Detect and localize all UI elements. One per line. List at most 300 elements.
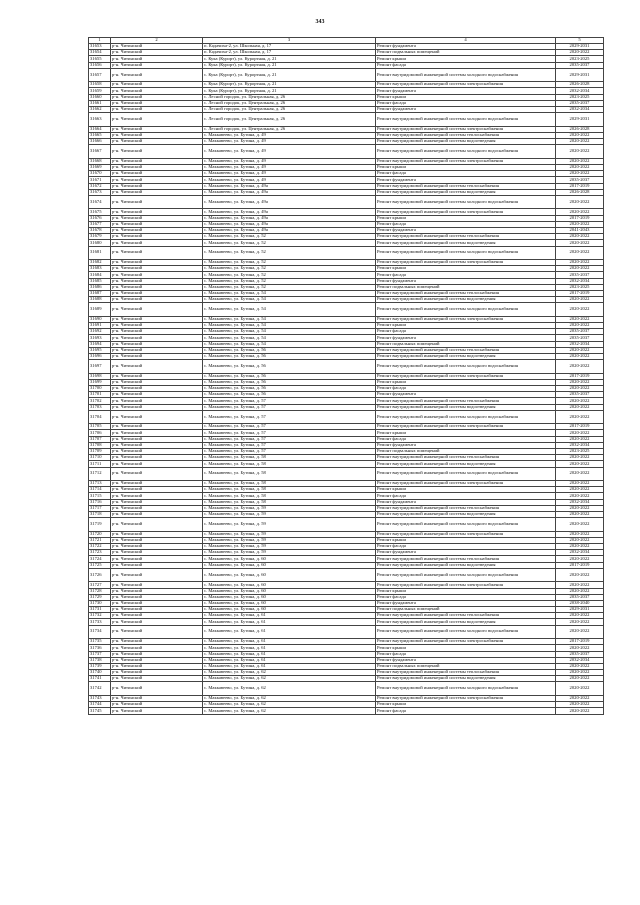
address-cell: с. Маккавеево, ул. Бутина, д. 61: [203, 619, 376, 625]
work-type-cell: Ремонт крыши: [376, 487, 556, 493]
period-cell: 2020-2022: [556, 234, 604, 240]
work-type-cell: Ремонт фасада: [376, 544, 556, 550]
row-number-cell: 31742: [89, 682, 111, 696]
district-cell: р-н. Читинский: [111, 562, 203, 568]
row-number-cell: 31740: [89, 670, 111, 676]
row-number-cell: 31716: [89, 499, 111, 505]
work-type-cell: Ремонт фундамента: [376, 442, 556, 448]
row-number-cell: 31672: [89, 183, 111, 189]
district-cell: р-н. Читинский: [111, 594, 203, 600]
row-number-cell: 31698: [89, 373, 111, 379]
work-type-cell: Ремонт фундамента: [376, 392, 556, 398]
work-type-cell: Ремонт внутридомовой инженерной системы электроснабжения: [376, 158, 556, 164]
address-cell: с. Лесной городок, ул. Центральная, д. 26: [203, 94, 376, 100]
district-cell: р-н. Читинский: [111, 284, 203, 290]
work-type-cell: Ремонт фасада: [376, 594, 556, 600]
address-cell: с. Маккавеево, ул. Бутина, д. 57: [203, 430, 376, 436]
row-number-cell: 31737: [89, 651, 111, 657]
row-number-cell: 31674: [89, 195, 111, 209]
period-cell: 2032-2034: [556, 341, 604, 347]
row-number-cell: 31681: [89, 246, 111, 260]
address-cell: с. Маккавеево, ул. Бутина, д. 60: [203, 562, 376, 568]
row-number-cell: 31689: [89, 303, 111, 317]
district-cell: р-н. Читинский: [111, 195, 203, 209]
address-cell: с. Маккавеево, ул. Бутина, д. 60: [203, 582, 376, 588]
row-number-cell: 31738: [89, 657, 111, 663]
work-type-cell: Ремонт фундамента: [376, 88, 556, 94]
work-type-cell: Ремонт внутридомовой инженерной системы электроснабжения: [376, 639, 556, 645]
address-cell: с. Маккавеево, ул. Бутина, д. 57: [203, 442, 376, 448]
district-cell: р-н. Читинский: [111, 347, 203, 353]
period-cell: 2020-2022: [556, 221, 604, 227]
period-cell: 2020-2022: [556, 645, 604, 651]
address-cell: с. Маккавеево, ул. Бутина, д. 62: [203, 682, 376, 696]
row-number-cell: 31686: [89, 284, 111, 290]
district-cell: р-н. Читинский: [111, 582, 203, 588]
work-type-cell: Ремонт внутридомовой инженерной системы электроснабжения: [376, 424, 556, 430]
column-header: 2: [111, 38, 203, 44]
period-cell: 2020-2022: [556, 518, 604, 532]
work-type-cell: Ремонт фасада: [376, 708, 556, 714]
period-cell: 2020-2022: [556, 323, 604, 329]
row-number-cell: 31741: [89, 676, 111, 682]
work-type-cell: Ремонт фасада: [376, 221, 556, 227]
address-cell: с. Маккавеево, ул. Бутина, д. 49а: [203, 227, 376, 233]
district-cell: р-н. Читинский: [111, 531, 203, 537]
row-number-cell: 31704: [89, 410, 111, 424]
row-number-cell: 31744: [89, 702, 111, 708]
table-row: [89, 360, 604, 374]
address-cell: с. Маккавеево, ул. Бутина, д. 49а: [203, 209, 376, 215]
row-number-cell: 31728: [89, 588, 111, 594]
work-type-cell: Ремонт внутридомовой инженерной системы теплоснабжения: [376, 556, 556, 562]
district-cell: р-н. Читинский: [111, 695, 203, 701]
address-cell: с. Маккавеево, ул. Бутина, д. 49: [203, 132, 376, 138]
district-cell: р-н. Читинский: [111, 227, 203, 233]
work-type-cell: Ремонт крыши: [376, 588, 556, 594]
row-number-cell: 31705: [89, 424, 111, 430]
period-cell: 2020-2022: [556, 512, 604, 518]
period-cell: 2020-2022: [556, 303, 604, 317]
row-number-cell: 31724: [89, 556, 111, 562]
period-cell: 2020-2022: [556, 209, 604, 215]
work-type-cell: Ремонт внутридомовой инженерной системы водоотведения: [376, 512, 556, 518]
district-cell: р-н. Читинский: [111, 544, 203, 550]
work-type-cell: Ремонт внутридомовой инженерной системы холодного водоснабжения: [376, 303, 556, 317]
address-cell: с. Лесной городок, ул. Центральная, д. 26: [203, 107, 376, 113]
period-cell: 2017-2019: [556, 424, 604, 430]
district-cell: р-н. Читинский: [111, 455, 203, 461]
row-number-cell: 31664: [89, 126, 111, 132]
row-number-cell: 31679: [89, 234, 111, 240]
row-number-cell: 31703: [89, 404, 111, 410]
row-number-cell: 31701: [89, 392, 111, 398]
row-number-cell: 31654: [89, 50, 111, 56]
period-cell: 2032-2034: [556, 499, 604, 505]
district-cell: р-н. Читинский: [111, 410, 203, 424]
period-cell: 2035-2037: [556, 651, 604, 657]
address-cell: с. Маккавеево, ул. Бутина, д. 56: [203, 392, 376, 398]
period-cell: 2020-2022: [556, 353, 604, 359]
work-type-cell: Ремонт внутридомовой инженерной системы водоотведения: [376, 404, 556, 410]
period-cell: 2020-2022: [556, 619, 604, 625]
district-cell: р-н. Читинский: [111, 335, 203, 341]
district-cell: р-н. Читинский: [111, 107, 203, 113]
address-cell: с. Маккавеево, ул. Бутина, д. 61: [203, 613, 376, 619]
address-cell: с. Маккавеево, ул. Бутина, д. 52: [203, 278, 376, 284]
period-cell: 2035-2037: [556, 62, 604, 68]
period-cell: 2029-2031: [556, 113, 604, 127]
address-cell: с. Маккавеево, ул. Бутина, д. 56: [203, 360, 376, 374]
district-cell: р-н. Читинский: [111, 436, 203, 442]
district-cell: р-н. Читинский: [111, 442, 203, 448]
address-cell: с. Маккавеево, ул. Бутина, д. 54: [203, 341, 376, 347]
address-cell: с. Маккавеево, ул. Бутина, д. 52: [203, 284, 376, 290]
address-cell: с. Маккавеево, ул. Бутина, д. 57: [203, 410, 376, 424]
address-cell: с. Маккавеево, ул. Бутина, д. 59: [203, 550, 376, 556]
work-type-cell: Ремонт фундамента: [376, 550, 556, 556]
work-type-cell: Ремонт подвальных помещений: [376, 449, 556, 455]
row-number-cell: 31659: [89, 88, 111, 94]
address-cell: с. Лесной городок, ул. Центральная, д. 26: [203, 100, 376, 106]
work-type-cell: Ремонт внутридомовой инженерной системы электроснабжения: [376, 695, 556, 701]
address-cell: с. Маккавеево, ул. Бутина, д. 56: [203, 347, 376, 353]
work-type-cell: Ремонт фасада: [376, 100, 556, 106]
work-type-cell: Ремонт крыши: [376, 430, 556, 436]
row-number-cell: 31676: [89, 215, 111, 221]
address-cell: п. Кадачиха-2, ул. Школьная, д. 17: [203, 50, 376, 56]
row-number-cell: 31743: [89, 695, 111, 701]
period-cell: 2026-2028: [556, 189, 604, 195]
row-number-cell: 31680: [89, 240, 111, 246]
district-cell: р-н. Читинский: [111, 512, 203, 518]
district-cell: р-н. Читинский: [111, 234, 203, 240]
period-cell: 2023-2025: [556, 94, 604, 100]
district-cell: р-н. Читинский: [111, 56, 203, 62]
row-number-cell: 31699: [89, 379, 111, 385]
address-cell: с. Маккавеево, ул. Бутина, д. 54: [203, 316, 376, 322]
address-cell: с. Маккавеево, ул. Бутина, д. 58: [203, 499, 376, 505]
period-cell: 2035-2037: [556, 594, 604, 600]
row-number-cell: 31684: [89, 272, 111, 278]
address-cell: с. Лесной городок, ул. Центральная, д. 26: [203, 126, 376, 132]
district-cell: р-н. Читинский: [111, 68, 203, 82]
district-cell: р-н. Читинский: [111, 209, 203, 215]
district-cell: р-н. Читинский: [111, 353, 203, 359]
period-cell: 2020-2022: [556, 493, 604, 499]
period-cell: 2020-2022: [556, 316, 604, 322]
address-cell: с. Маккавеево, ул. Бутина, д. 59: [203, 505, 376, 511]
address-cell: с. Маккавеево, ул. Бутина, д. 52: [203, 272, 376, 278]
row-number-cell: 31670: [89, 171, 111, 177]
address-cell: с. Маккавеево, ул. Бутина, д. 49: [203, 139, 376, 145]
row-number-cell: 31692: [89, 329, 111, 335]
district-cell: р-н. Читинский: [111, 670, 203, 676]
work-type-cell: Ремонт внутридомовой инженерной системы водоотведения: [376, 139, 556, 145]
district-cell: р-н. Читинский: [111, 461, 203, 467]
period-cell: 2020-2022: [556, 588, 604, 594]
address-cell: с. Маккавеево, ул. Бутина, д. 49а: [203, 189, 376, 195]
table-row: [89, 682, 604, 696]
address-cell: с. Маккавеево, ул. Бутина, д. 54: [203, 323, 376, 329]
address-cell: с. Маккавеево, ул. Бутина, д. 54: [203, 303, 376, 317]
table-row: [89, 518, 604, 532]
work-type-cell: Ремонт внутридомовой инженерной системы холодного водоснабжения: [376, 625, 556, 639]
period-cell: 2038-2040: [556, 600, 604, 606]
row-number-cell: 31683: [89, 266, 111, 272]
work-type-cell: Ремонт крыши: [376, 379, 556, 385]
district-cell: р-н. Читинский: [111, 663, 203, 669]
work-type-cell: Ремонт внутридомовой инженерной системы водоотведения: [376, 676, 556, 682]
period-cell: 2020-2022: [556, 436, 604, 442]
row-number-cell: 31734: [89, 625, 111, 639]
work-type-cell: Ремонт внутридомовой инженерной системы электроснабжения: [376, 126, 556, 132]
work-type-cell: Ремонт фундамента: [376, 107, 556, 113]
row-number-cell: 31668: [89, 158, 111, 164]
column-header: 3: [203, 38, 376, 44]
work-type-cell: Ремонт внутридомовой инженерной системы теплоснабжения: [376, 455, 556, 461]
district-cell: р-н. Читинский: [111, 246, 203, 260]
work-type-cell: Ремонт подвальных помещений: [376, 50, 556, 56]
district-cell: р-н. Читинский: [111, 651, 203, 657]
work-type-cell: Ремонт внутридомовой инженерной системы холодного водоснабжения: [376, 518, 556, 532]
work-type-cell: Ремонт внутридомовой инженерной системы холодного водоснабжения: [376, 195, 556, 209]
row-number-cell: 31671: [89, 177, 111, 183]
work-type-cell: Ремонт фасада: [376, 436, 556, 442]
row-number-cell: 31690: [89, 316, 111, 322]
row-number-cell: 31709: [89, 449, 111, 455]
district-cell: р-н. Читинский: [111, 177, 203, 183]
period-cell: 2023-2025: [556, 284, 604, 290]
row-number-cell: 31693: [89, 335, 111, 341]
address-cell: с. Маккавеево, ул. Бутина, д. 56: [203, 353, 376, 359]
period-cell: 2023-2025: [556, 56, 604, 62]
work-type-cell: Ремонт внутридомовой инженерной системы теплоснабжения: [376, 183, 556, 189]
row-number-cell: 31727: [89, 582, 111, 588]
work-type-cell: Ремонт фундамента: [376, 177, 556, 183]
address-cell: с. Кука (Курорт), ул. Курортная, д. 21: [203, 62, 376, 68]
work-type-cell: Ремонт крыши: [376, 94, 556, 100]
period-cell: 2020-2022: [556, 695, 604, 701]
row-number-cell: 31721: [89, 537, 111, 543]
period-cell: 2020-2022: [556, 487, 604, 493]
address-cell: с. Маккавеево, ул. Бутина, д. 57: [203, 436, 376, 442]
work-type-cell: Ремонт внутридомовой инженерной системы водоотведения: [376, 461, 556, 467]
address-cell: с. Маккавеево, ул. Бутина, д. 54: [203, 290, 376, 296]
district-cell: р-н. Читинский: [111, 430, 203, 436]
column-header: 1: [89, 38, 111, 44]
district-cell: р-н. Читинский: [111, 398, 203, 404]
work-type-cell: Ремонт внутридомовой инженерной системы холодного водоснабжения: [376, 682, 556, 696]
row-number-cell: 31739: [89, 663, 111, 669]
district-cell: р-н. Читинский: [111, 316, 203, 322]
address-cell: с. Маккавеево, ул. Бутина, д. 60: [203, 556, 376, 562]
row-number-cell: 31658: [89, 82, 111, 88]
row-number-cell: 31720: [89, 531, 111, 537]
district-cell: р-н. Читинский: [111, 487, 203, 493]
row-number-cell: 31714: [89, 487, 111, 493]
work-type-cell: Ремонт внутридомовой инженерной системы электроснабжения: [376, 373, 556, 379]
row-number-cell: 31729: [89, 594, 111, 600]
address-cell: с. Маккавеево, ул. Бутина, д. 58: [203, 493, 376, 499]
table-row: [89, 467, 604, 481]
row-number-cell: 31723: [89, 550, 111, 556]
work-type-cell: Ремонт внутридомовой инженерной системы электроснабжения: [376, 582, 556, 588]
row-number-cell: 31715: [89, 493, 111, 499]
district-cell: р-н. Читинский: [111, 600, 203, 606]
address-cell: с. Маккавеево, ул. Бутина, д. 49а: [203, 221, 376, 227]
work-type-cell: Ремонт крыши: [376, 323, 556, 329]
address-cell: с. Маккавеево, ул. Бутина, д. 61: [203, 657, 376, 663]
district-cell: р-н. Читинский: [111, 404, 203, 410]
district-cell: р-н. Читинский: [111, 588, 203, 594]
address-cell: с. Маккавеево, ул. Бутина, д. 54: [203, 297, 376, 303]
address-cell: с. Маккавеево, ул. Бутина, д. 58: [203, 455, 376, 461]
period-cell: 2020-2022: [556, 164, 604, 170]
row-number-cell: 31696: [89, 353, 111, 359]
district-cell: р-н. Читинский: [111, 467, 203, 481]
work-type-cell: Ремонт внутридомовой инженерной системы холодного водоснабжения: [376, 246, 556, 260]
row-number-cell: 31665: [89, 132, 111, 138]
work-type-cell: Ремонт внутридомовой инженерной системы электроснабжения: [376, 260, 556, 266]
district-cell: р-н. Читинский: [111, 556, 203, 562]
row-number-cell: 31666: [89, 139, 111, 145]
address-cell: с. Маккавеево, ул. Бутина, д. 49: [203, 171, 376, 177]
work-type-cell: Ремонт фасада: [376, 272, 556, 278]
address-cell: с. Маккавеево, ул. Бутина, д. 57: [203, 424, 376, 430]
address-cell: с. Маккавеево, ул. Бутина, д. 49: [203, 164, 376, 170]
district-cell: р-н. Читинский: [111, 329, 203, 335]
address-cell: с. Маккавеево, ул. Бутина, д. 58: [203, 467, 376, 481]
work-type-cell: Ремонт подвальных помещений: [376, 341, 556, 347]
work-type-cell: Ремонт фасада: [376, 62, 556, 68]
district-cell: р-н. Читинский: [111, 100, 203, 106]
district-cell: р-н. Читинский: [111, 702, 203, 708]
district-cell: р-н. Читинский: [111, 625, 203, 639]
period-cell: 2020-2022: [556, 481, 604, 487]
district-cell: р-н. Читинский: [111, 113, 203, 127]
address-cell: с. Маккавеево, ул. Бутина, д. 59: [203, 544, 376, 550]
address-cell: с. Маккавеево, ул. Бутина, д. 49: [203, 158, 376, 164]
district-cell: р-н. Читинский: [111, 373, 203, 379]
period-cell: 2017-2019: [556, 373, 604, 379]
period-cell: 2020-2022: [556, 246, 604, 260]
period-cell: 2020-2022: [556, 132, 604, 138]
row-number-cell: 31685: [89, 278, 111, 284]
district-cell: р-н. Читинский: [111, 682, 203, 696]
work-type-cell: Ремонт фундамента: [376, 227, 556, 233]
table-row: [89, 145, 604, 159]
period-cell: 2020-2022: [556, 461, 604, 467]
address-cell: с. Маккавеево, ул. Бутина, д. 60: [203, 607, 376, 613]
row-number-cell: 31661: [89, 100, 111, 106]
work-type-cell: Ремонт внутридомовой инженерной системы теплоснабжения: [376, 234, 556, 240]
row-number-cell: 31688: [89, 297, 111, 303]
row-number-cell: 31669: [89, 164, 111, 170]
address-cell: с. Кука (Курорт), ул. Курортная, д. 21: [203, 68, 376, 82]
work-type-cell: Ремонт внутридомовой инженерной системы холодного водоснабжения: [376, 68, 556, 82]
row-number-cell: 31662: [89, 107, 111, 113]
period-cell: 2020-2022: [556, 139, 604, 145]
table-row: [89, 113, 604, 127]
row-number-cell: 31677: [89, 221, 111, 227]
row-number-cell: 31697: [89, 360, 111, 374]
period-cell: 2020-2022: [556, 544, 604, 550]
row-number-cell: 31726: [89, 568, 111, 582]
period-cell: 2020-2022: [556, 260, 604, 266]
address-cell: с. Маккавеево, ул. Бутина, д. 52: [203, 246, 376, 260]
period-cell: 2020-2022: [556, 404, 604, 410]
district-cell: р-н. Читинский: [111, 221, 203, 227]
row-number-cell: 31656: [89, 62, 111, 68]
address-cell: с. Маккавеево, ул. Бутина, д. 60: [203, 568, 376, 582]
district-cell: р-н. Читинский: [111, 386, 203, 392]
period-cell: 2020-2022: [556, 266, 604, 272]
address-cell: с. Маккавеево, ул. Бутина, д. 58: [203, 481, 376, 487]
period-cell: 2026-2028: [556, 82, 604, 88]
address-cell: с. Маккавеево, ул. Бутина, д. 49: [203, 145, 376, 159]
work-type-cell: Ремонт внутридомовой инженерной системы холодного водоснабжения: [376, 568, 556, 582]
address-cell: с. Маккавеево, ул. Бутина, д. 62: [203, 708, 376, 714]
work-type-cell: Ремонт внутридомовой инженерной системы электроснабжения: [376, 82, 556, 88]
row-number-cell: 31673: [89, 189, 111, 195]
address-cell: с. Маккавеево, ул. Бутина, д. 49: [203, 177, 376, 183]
row-number-cell: 31687: [89, 290, 111, 296]
row-number-cell: 31675: [89, 209, 111, 215]
address-cell: с. Маккавеево, ул. Бутина, д. 60: [203, 594, 376, 600]
period-cell: 2032-2034: [556, 657, 604, 663]
row-number-cell: 31667: [89, 145, 111, 159]
district-cell: р-н. Читинский: [111, 550, 203, 556]
district-cell: р-н. Читинский: [111, 266, 203, 272]
address-cell: с. Маккавеево, ул. Бутина, д. 49а: [203, 183, 376, 189]
period-cell: 2020-2022: [556, 531, 604, 537]
district-cell: р-н. Читинский: [111, 505, 203, 511]
district-cell: р-н. Читинский: [111, 657, 203, 663]
address-cell: с. Маккавеево, ул. Бутина, д. 54: [203, 335, 376, 341]
table-row: [89, 410, 604, 424]
work-type-cell: Ремонт внутридомовой инженерной системы холодного водоснабжения: [376, 360, 556, 374]
district-cell: р-н. Читинский: [111, 183, 203, 189]
address-cell: с. Маккавеево, ул. Бутина, д. 52: [203, 240, 376, 246]
address-cell: с. Маккавеево, ул. Бутина, д. 56: [203, 373, 376, 379]
address-cell: с. Маккавеево, ул. Бутина, д. 61: [203, 651, 376, 657]
district-cell: р-н. Читинский: [111, 493, 203, 499]
address-cell: с. Маккавеево, ул. Бутина, д. 52: [203, 260, 376, 266]
period-cell: 2020-2022: [556, 625, 604, 639]
district-cell: р-н. Читинский: [111, 158, 203, 164]
row-number-cell: 31718: [89, 512, 111, 518]
period-cell: 2020-2022: [556, 171, 604, 177]
table-row: [89, 246, 604, 260]
address-cell: с. Маккавеево, ул. Бутина, д. 60: [203, 588, 376, 594]
address-cell: с. Маккавеево, ул. Бутина, д. 52: [203, 266, 376, 272]
period-cell: 2035-2037: [556, 100, 604, 106]
row-number-cell: 31719: [89, 518, 111, 532]
period-cell: 2020-2022: [556, 50, 604, 56]
period-cell: 2029-2031: [556, 607, 604, 613]
district-cell: р-н. Читинский: [111, 537, 203, 543]
work-type-cell: Ремонт фасада: [376, 493, 556, 499]
work-type-cell: Ремонт фундамента: [376, 657, 556, 663]
district-cell: р-н. Читинский: [111, 499, 203, 505]
address-cell: с. Маккавеево, ул. Бутина, д. 52: [203, 234, 376, 240]
period-cell: 2020-2022: [556, 613, 604, 619]
period-cell: 2020-2022: [556, 158, 604, 164]
work-type-cell: Ремонт крыши: [376, 56, 556, 62]
work-type-cell: Ремонт фасада: [376, 171, 556, 177]
period-cell: 2020-2022: [556, 347, 604, 353]
